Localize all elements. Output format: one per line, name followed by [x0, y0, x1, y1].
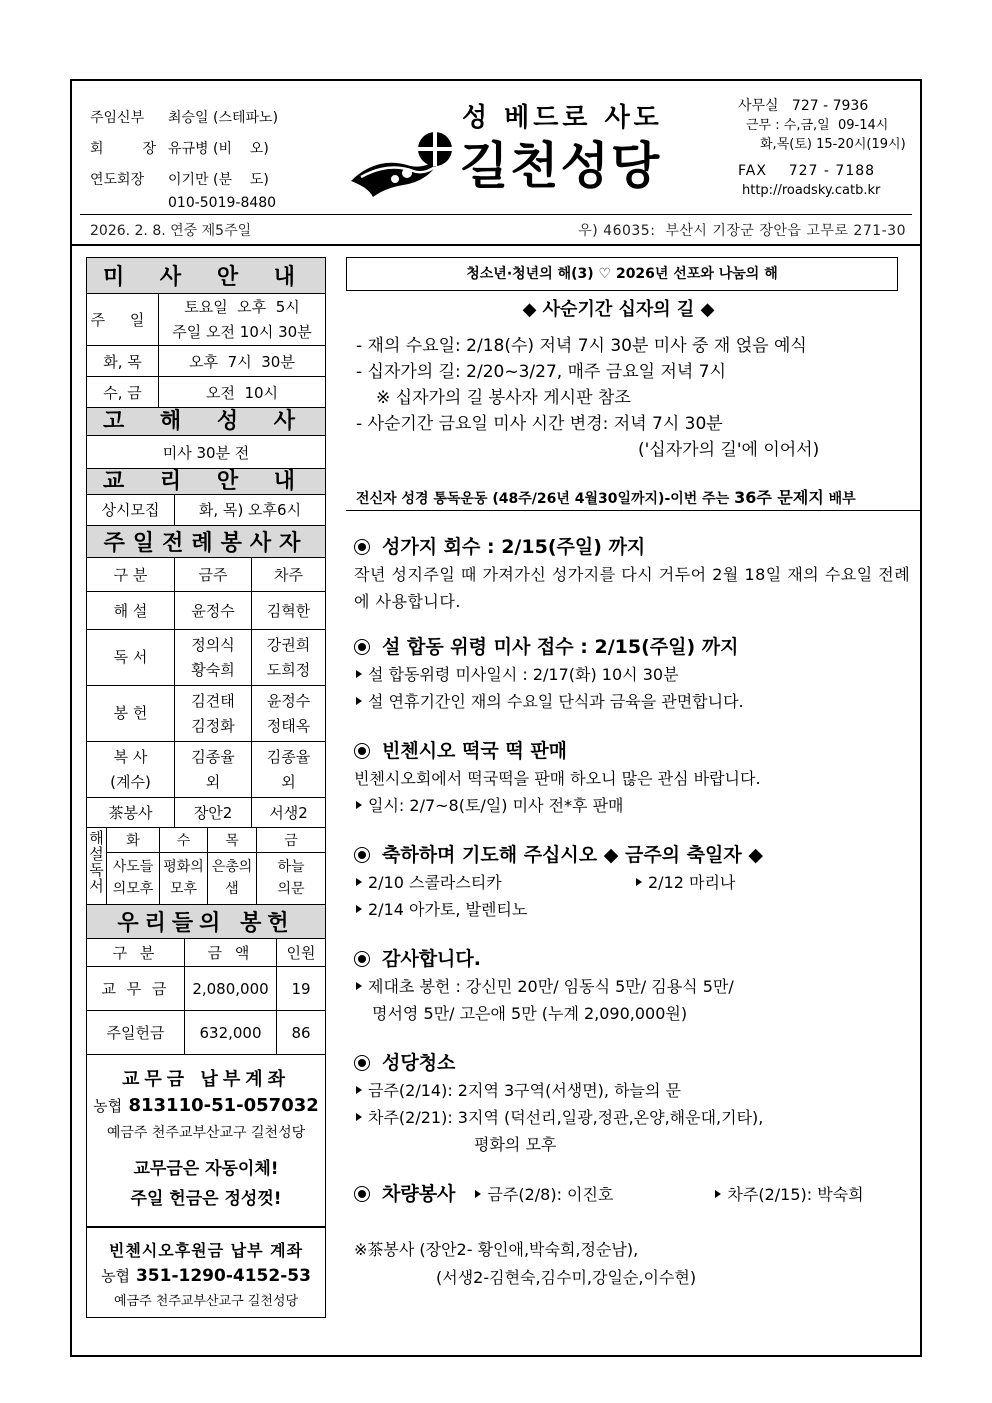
- offering-amount: 632,000: [185, 1011, 277, 1055]
- section-memorial-mass: [346, 633, 911, 715]
- list-item: 2/12 마리나: [648, 873, 736, 892]
- patron-saint: 성 베드로 사도: [462, 103, 663, 133]
- triangle-bullet-icon: [356, 982, 362, 990]
- triangle-bullet-icon: [636, 878, 642, 886]
- section-text: 빈첸시오회에서 떡국떡을 판매 하오니 많은 관심 바랍니다.: [354, 769, 761, 788]
- bullet-icon: [354, 639, 370, 655]
- list-item: - 십자가의 길: 2/20~3/27, 매주 금요일 저녁 7시: [356, 362, 726, 382]
- offering-count: 86: [277, 1011, 326, 1055]
- section-heading: 차량봉사: [382, 1183, 456, 1205]
- slogan: 교무금은 자동이체! 주일 헌금은 정성껏!: [130, 1159, 282, 1209]
- issue-date: 2026. 2. 8. 연중 제5주일: [90, 223, 252, 239]
- confession-time: 미사 30분 전: [87, 436, 326, 469]
- triangle-bullet-icon: [356, 905, 362, 913]
- mass-schedule-table: [86, 257, 326, 495]
- account-holder: 예금주 천주교부산교구 길천성당: [106, 1125, 306, 1141]
- col-header: 구 분: [87, 939, 185, 967]
- reader-group: 하늘 의문: [257, 852, 326, 904]
- triangle-bullet-icon: [356, 878, 362, 886]
- list-item: 설 연휴기간인 재의 수요일 단식과 금육을 관면합니다.: [368, 692, 744, 711]
- triangle-bullet-icon: [356, 801, 362, 809]
- list-item: 일시: 2/7~8(토/일) 미사 전*후 판매: [368, 796, 624, 815]
- staff-list: [90, 103, 278, 214]
- section-heading: 감사합니다.: [382, 948, 481, 970]
- section-heading: 축하하며 기도해 주십시오 ◆ 금주의 축일자 ◆: [382, 844, 763, 866]
- mass-times: 오후 7시 30분: [159, 346, 326, 377]
- list-item: ※茶봉사 (장안2- 황인애,박숙희,정순남),: [354, 1240, 639, 1259]
- section-heading: 성당청소: [382, 1052, 456, 1074]
- staff-role: 회 장: [90, 141, 156, 157]
- account-holder: 예금주 천주교부산교구 길천성당: [113, 1294, 299, 1309]
- bullet-icon: [354, 743, 370, 759]
- offering-table: [86, 905, 326, 1056]
- list-item: 명서영 5만/ 고은애 5만 (누계 2,090,000원): [372, 1004, 688, 1023]
- minister-name: 정의식 황숙희: [175, 630, 252, 686]
- bullet-icon: [354, 1186, 370, 1202]
- bullet-icon: [354, 951, 370, 967]
- bullet-icon: [354, 539, 370, 555]
- section-title: 고 해 성 사: [87, 408, 326, 436]
- list-item: - 재의 수요일: 2/18(수) 저녁 7시 30분 미사 중 재 얹음 예식: [356, 336, 807, 356]
- reader-group: 사도들 의모후: [107, 852, 160, 904]
- fax-number: FAX 727 - 7188: [738, 163, 876, 179]
- office-hours: 근무 : 수,금,일 09-14시: [746, 118, 889, 133]
- col-header: 금주: [175, 558, 252, 592]
- main-content: [346, 257, 911, 1292]
- section-heading: 설 합동 위령 미사 접수 : 2/15(주일) 까지: [382, 636, 739, 658]
- office-phone: 사무실 727 - 7936: [738, 98, 869, 114]
- section-title: 주일전례봉사자: [87, 526, 326, 558]
- catechism-label: 상시모집: [87, 495, 175, 525]
- minister-role: 해 설: [87, 592, 175, 630]
- reader-group: 평화의 모후: [160, 852, 208, 904]
- section-hymnal: [346, 533, 911, 615]
- minister-name: 윤정수: [175, 592, 252, 630]
- bulletin-page: [70, 79, 922, 1357]
- sidebar: [86, 257, 326, 1318]
- church-name: 길천성당: [460, 137, 662, 195]
- offering-amount: 2,080,000: [185, 967, 277, 1011]
- weekday: 수: [160, 828, 208, 852]
- lent-list: [346, 333, 911, 463]
- list-item: ※ 십자가의 길 봉사자 게시판 참조: [376, 388, 631, 408]
- list-item: 차주(2/21): 3지역 (덕선리,일광,정관,온양,해운대,기타),: [368, 1108, 764, 1127]
- mass-times: 오전 10시: [159, 377, 326, 408]
- col-header: 금 액: [185, 939, 277, 967]
- mass-day: 주 일: [87, 294, 159, 346]
- minister-name: 김종율 외: [175, 742, 252, 798]
- minister-role: 茶봉사: [87, 798, 175, 828]
- website-link[interactable]: http://roadsky.catb.kr: [742, 183, 881, 198]
- weekday: 화: [107, 828, 160, 852]
- bullet-icon: [354, 1055, 370, 1071]
- lent-title: ◆ 사순기간 십자의 길 ◆: [522, 299, 715, 320]
- list-item: (서생2-김현숙,김수미,강일순,이수현): [436, 1268, 697, 1287]
- mass-day: 화, 목: [87, 346, 159, 377]
- minister-role: 복 사 (계수): [87, 742, 175, 798]
- section-title: 미 사 안 내: [87, 258, 326, 294]
- divider: [72, 244, 920, 246]
- section-heading: 빈첸시오 떡국 떡 판매: [382, 740, 568, 762]
- office-hours: 화,목(토) 15-20시(19시): [760, 137, 906, 152]
- tea-service-note: [346, 1236, 911, 1292]
- list-item: 평화의 모후: [474, 1135, 557, 1154]
- mass-times: 토요일 오후 5시 주일 오전 10시 30분: [159, 294, 326, 346]
- triangle-bullet-icon: [715, 1190, 721, 1198]
- col-header: 차주: [252, 558, 326, 592]
- staff-name: 이기만 (분 도): [168, 172, 269, 188]
- minister-name: 윤정수 정태옥: [252, 686, 326, 742]
- triangle-bullet-icon: [356, 1086, 362, 1094]
- list-item: 제대초 봉헌 : 강신민 20만/ 임동식 5만/ 김용식 5만/: [368, 977, 734, 996]
- catechism-time: 화, 목) 오후6시: [175, 495, 326, 525]
- minister-name: 서생2: [252, 798, 326, 828]
- offering-label: 주일헌금: [87, 1011, 185, 1055]
- triangle-bullet-icon: [475, 1190, 481, 1198]
- account-title: 빈첸시오후원금 납부 계좌: [108, 1241, 304, 1260]
- ministers-table: [86, 526, 326, 829]
- staff-name: 유규병 (비 오): [168, 141, 269, 157]
- church-logo-icon: [347, 129, 459, 201]
- minister-name: 장안2: [175, 798, 252, 828]
- section-feast-days: [346, 841, 911, 923]
- list-item: 금주(2/14): 2지역 3구역(서생면), 하늘의 문: [368, 1081, 682, 1100]
- catechism-table: [86, 495, 326, 526]
- weekday-readers-table: [86, 828, 326, 905]
- list-item: 2/14 아가토, 발렌티노: [368, 900, 528, 919]
- minister-name: 김견태 김정화: [175, 686, 252, 742]
- list-item: ('십자가의 길'에 이어서): [638, 440, 820, 460]
- offering-label: 교 무 금: [87, 967, 185, 1011]
- bullet-icon: [354, 847, 370, 863]
- contact-info: [738, 97, 906, 200]
- section-title: 교 리 안 내: [87, 469, 326, 495]
- divider: [80, 214, 912, 215]
- staff-name: 최승일 (스테파노): [168, 110, 279, 126]
- vincent-account-box: [86, 1227, 326, 1318]
- triangle-bullet-icon: [356, 697, 362, 705]
- staff-role: 주임신부: [90, 110, 145, 126]
- mass-day: 수, 금: [87, 377, 159, 408]
- section-ricecake-sale: [346, 737, 911, 819]
- triangle-bullet-icon: [356, 670, 362, 678]
- weekday-readers-label: 해 설 독 서: [87, 828, 107, 904]
- section-title: 우리들의 봉헌: [87, 905, 326, 939]
- tithe-account-box: [86, 1055, 326, 1227]
- minister-name: 강권희 도희정: [252, 630, 326, 686]
- weekday: 목: [208, 828, 257, 852]
- list-item: 2/10 스콜라스티카: [368, 873, 502, 892]
- minister-role: 독 서: [87, 630, 175, 686]
- section-text: 작년 성지주일 때 가져가신 성가지를 다시 거두어 2월 18일 재의 수요일 전례에 사용합니다.: [354, 565, 911, 611]
- reader-group: 은총의 샘: [208, 852, 257, 904]
- minister-name: 김혁한: [252, 592, 326, 630]
- staff-role: 연도회장: [90, 172, 145, 188]
- bible-reading-notice: 전신자 성경 통독운동 (48주/26년 4월30일까지)-이번 주는 36주 문제지 배부: [346, 485, 921, 511]
- weekday: 금: [257, 828, 326, 852]
- list-item: 설 합동위령 미사일시 : 2/17(화) 10시 30분: [368, 665, 679, 684]
- account-number: 농협 351-1290-4152-53: [101, 1266, 311, 1286]
- section-thanks: [346, 945, 911, 1027]
- staff-phone: 010-5019-8480: [168, 195, 277, 211]
- year-theme-banner: 청소년·청년의 해(3) ♡ 2026년 선포와 나눔의 해: [346, 257, 898, 291]
- triangle-bullet-icon: [356, 1113, 362, 1121]
- col-header: 구 분: [87, 558, 175, 592]
- account-title: 교무금 납부계좌: [122, 1069, 290, 1090]
- church-address: 우) 46035: 부산시 기장군 장안읍 고무로 271-30: [578, 223, 906, 239]
- col-header: 인원: [277, 939, 326, 967]
- section-cleaning: [346, 1049, 911, 1158]
- list-item: 차주(2/15): 박숙희: [727, 1184, 864, 1204]
- account-number: 농협 813110-51-057032: [93, 1095, 319, 1116]
- offering-count: 19: [277, 967, 326, 1011]
- section-car-service: [346, 1180, 911, 1208]
- list-item: 금주(2/8): 이진호: [487, 1184, 614, 1204]
- minister-name: 김종율 외: [252, 742, 326, 798]
- list-item: - 사순기간 금요일 미사 시간 변경: 저녁 7시 30분: [356, 414, 723, 434]
- minister-role: 봉 헌: [87, 686, 175, 742]
- section-heading: 성가지 회수 : 2/15(주일) 까지: [382, 536, 646, 558]
